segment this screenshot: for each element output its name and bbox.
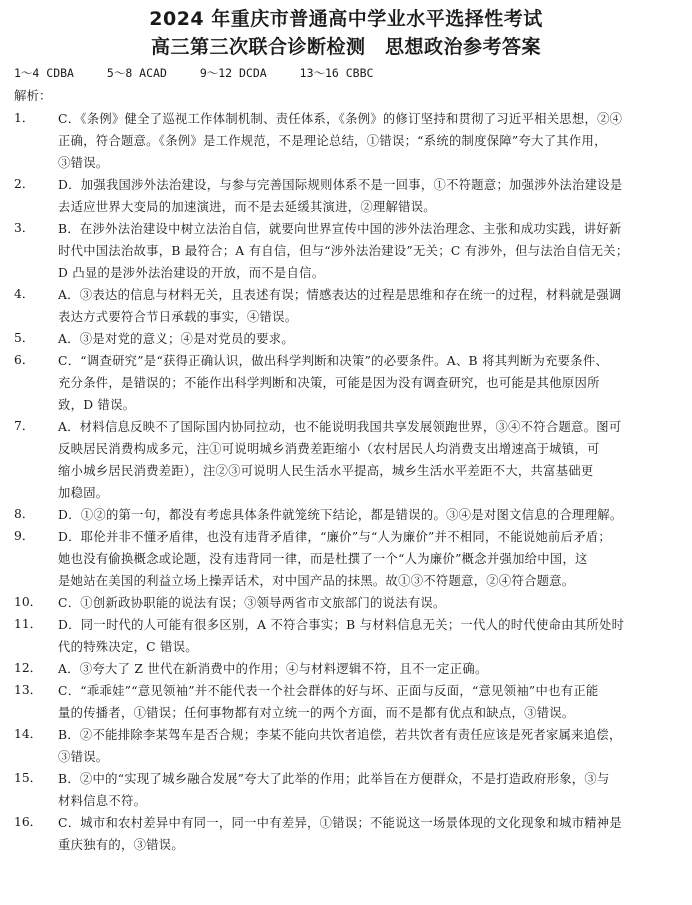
item-number: 6． [14, 353, 35, 367]
item-text-line: 充分条件，是错误的；不能作出科学判断和决策，可能是因为没有调查研究，也可能是其他原因所 [58, 376, 600, 390]
item-text [58, 812, 679, 856]
item-text-line: 是她站在美国的利益立场上操弄话术，对中国产品的抹黑。故①③不符题意，②④符合题意。 [58, 574, 575, 588]
item-text-line: ③错误。 [58, 750, 109, 764]
item-text-line: C．“乖乖娃”“意见领袖”并不能代表一个社会群体的好与坏、正面与反面，“意见领袖”中也有正能 [58, 684, 599, 698]
answer-key-group: 1～4 CDBA [14, 66, 74, 80]
item-number: 11． [14, 617, 42, 631]
analysis-item [14, 284, 679, 328]
item-text-line: 去适应世界大变局的加速演进，而不是去延缓其演进，②理解错误。 [58, 200, 436, 214]
item-text-line: ③错误。 [58, 156, 109, 170]
answer-key-group: 5～8 ACAD [106, 66, 167, 80]
item-text-line: B．在涉外法治建设中树立法治自信，就要向世界宣传中国的涉外法治理念、主张和成功实践，讲好新 [58, 222, 622, 236]
analysis-item [14, 768, 679, 812]
item-text-line: A．③表达的信息与材料无关，且表述有误；情感表达的过程是思维和存在统一的过程，材料就是强调 [58, 288, 622, 302]
item-text-line: 材料信息不符。 [58, 794, 147, 808]
analysis-item [14, 658, 679, 680]
item-text-line: 代的特殊决定，C 错误。 [58, 640, 198, 654]
item-text [58, 526, 679, 592]
item-number: 14． [14, 727, 42, 741]
item-text-line: A．材料信息反映不了国际国内协同拉动，也不能说明我国共享发展领跑世界，③④不符合题意。图可 [58, 420, 622, 434]
item-text [58, 724, 679, 768]
item-text-line: 她也没有偷换概念或论题，没有违背同一律，而是杜撰了一个“人为廉价”概念并强加给中国，这 [58, 552, 588, 566]
item-text [58, 680, 679, 724]
item-number: 3． [14, 221, 35, 235]
analysis-item [14, 592, 679, 614]
analysis-item [14, 108, 679, 174]
item-number: 10． [14, 595, 42, 609]
item-text-line: C．“调查研究”是“获得正确认识，做出科学判断和决策”的必要条件。A、B 将其判断为充要条件、 [58, 354, 609, 368]
item-text [58, 108, 679, 174]
item-text [58, 614, 679, 658]
analysis-item [14, 416, 679, 504]
item-number: 1． [14, 111, 35, 125]
exam-title: 2024 年重庆市普通高中学业水平选择性考试 [149, 8, 543, 30]
item-text-line: 表达方式要符合节日承载的事实，④错误。 [58, 310, 298, 324]
item-number: 8． [14, 507, 35, 521]
item-text-line: A．③夸大了 Z 世代在新消费中的作用；④与材料逻辑不符，且不一定正确。 [58, 662, 488, 676]
analysis-item [14, 680, 679, 724]
item-number: 9． [14, 529, 35, 543]
item-text [58, 592, 679, 614]
item-text-line: C．①创新政协职能的说法有误；③领导两省市文旅部门的说法有误。 [58, 596, 446, 610]
analysis-item [14, 526, 679, 592]
item-number: 4． [14, 287, 35, 301]
item-number: 2． [14, 177, 35, 191]
item-number: 5． [14, 331, 35, 345]
analysis-item [14, 218, 679, 284]
analysis-item [14, 174, 679, 218]
item-text-line: 重庆独有的，③错误。 [58, 838, 184, 852]
item-text-line: D．加强我国涉外法治建设，与参与完善国际规则体系不是一回事，①不符题意；加强涉外法治建设是 [58, 178, 623, 192]
item-number: 16． [14, 815, 42, 829]
item-text-line: A．③是对党的意义；④是对党员的要求。 [58, 332, 294, 346]
item-text-line: 缩小城乡居民消费差距），注②③可说明人民生活水平提高，城乡生活水平差距不大，共富基础更 [58, 464, 594, 478]
item-text [58, 350, 679, 416]
item-text [58, 658, 679, 680]
item-text-line: C．《条例》健全了巡视工作体制机制、责任体系，《条例》的修订坚持和贯彻了习近平相关思想，②④ [58, 112, 623, 126]
item-number: 13． [14, 683, 42, 697]
item-text-line: B．②中的“实现了城乡融合发展”夸大了此举的作用；此举旨在方便群众，不是打造政府形象，③与 [58, 772, 610, 786]
analysis-label: 解析： [14, 88, 52, 103]
analysis-item [14, 504, 679, 526]
analysis-item [14, 614, 679, 658]
item-text-line: C．城市和农村差异中有同一，同一中有差异，①错误；不能说这一场景体现的文化现象和城市精神是 [58, 816, 622, 830]
analysis-item [14, 812, 679, 856]
item-text-line: 时代中国法治故事，B 最符合；A 有自信，但与“涉外法治建设”无关；C 有涉外，但与法治自信无关； [58, 244, 629, 258]
item-text-line: 正确，符合题意。《条例》是工作规范，不是理论总结，①错误；“系统的制度保障”夸大了其作用， [58, 134, 607, 148]
item-text [58, 174, 679, 218]
item-text-line: B．②不能排除李某驾车是否合规；李某不能向共饮者追偿，若共饮者有责任应该是死者家属来追偿， [58, 728, 622, 742]
item-text-line: D．同一时代的人可能有很多区别，A 不符合事实；B 与材料信息无关；一代人的时代使命由其所处时 [58, 618, 625, 632]
item-text [58, 504, 679, 526]
answer-key-group: 13～16 CBBC [299, 66, 374, 80]
item-text [58, 768, 679, 812]
item-text-line: 致，D 错误。 [58, 398, 136, 412]
item-text [58, 218, 679, 284]
item-text [58, 328, 679, 350]
item-text [58, 284, 679, 328]
item-text-line: 加稳固。 [58, 486, 109, 500]
item-number: 15． [14, 771, 42, 785]
item-text [58, 416, 679, 504]
analysis-item [14, 724, 679, 768]
item-text-line: 量的传播者，①错误；任何事物都有对立统一的两个方面，而不是都有优点和缺点，③错误。 [58, 706, 575, 720]
analysis-item [14, 328, 679, 350]
item-text-line: D．耶伦并非不懂矛盾律，也没有违背矛盾律，“廉价”与“人为廉价”并不相同，不能说她前后矛盾； [58, 530, 611, 544]
item-text-line: D．①②的第一句，都没有考虑具体条件就笼统下结论，都是错误的。③④是对图文信息的合理理解。 [58, 508, 623, 522]
item-text-line: D 凸显的是涉外法治建设的开放，而不是自信。 [58, 266, 325, 280]
answer-key [14, 65, 399, 81]
answer-key-group: 9～12 DCDA [199, 66, 267, 80]
document-subtitle: 高三第三次联合诊断检测 思想政治参考答案 [150, 36, 541, 58]
analysis-item [14, 350, 679, 416]
item-number: 7． [14, 419, 35, 433]
analysis-list [14, 108, 679, 856]
item-number: 12． [14, 661, 42, 675]
item-text-line: 反映居民消费构成多元，注①可说明城乡消费差距缩小（农村居民人均消费支出增速高于城镇，可 [58, 442, 600, 456]
